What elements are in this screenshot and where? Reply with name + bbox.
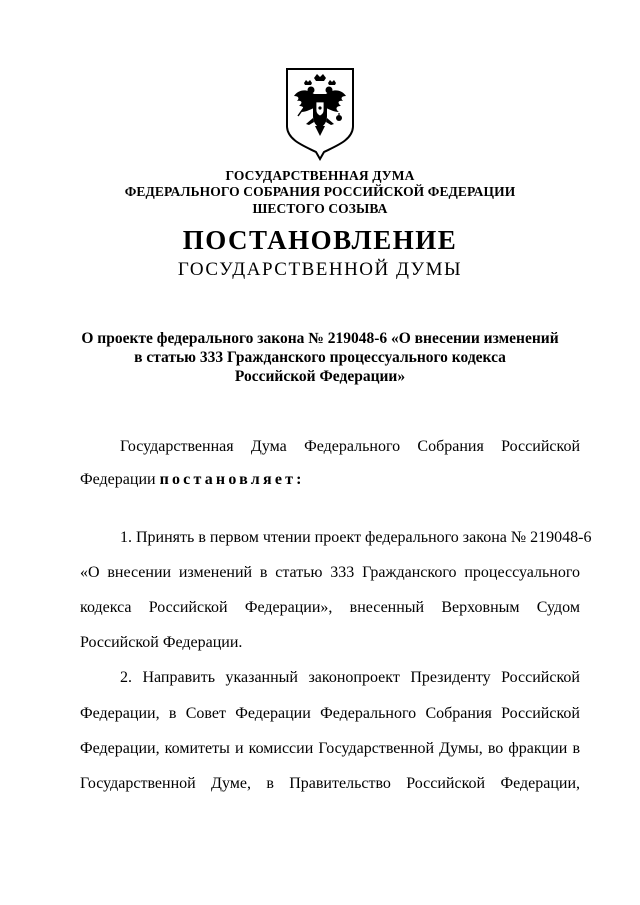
subject-line-1: О проекте федерального закона № 219048-6 «О внесении изменений — [81, 330, 559, 347]
item1-line-4: Российской Федерации. — [80, 634, 243, 651]
subject-line-2: в статью 333 Гражданского процессуального кодекса — [134, 349, 506, 366]
item2-line-2: Федерации, в Совет Федерации Федерального Собрания Российской — [80, 705, 580, 722]
preamble-line-2 — [80, 470, 580, 490]
item2-line-3: Федерации, комитеты и комиссии Государственной Думы, во фракции в — [80, 740, 580, 757]
item2-line-4: Государственной Думе, в Правительство Российской Федерации, — [80, 775, 580, 792]
item1-line-2: «О внесении изменений в статью 333 Гражданского процессуального — [80, 564, 580, 581]
header-line-assembly: ФЕДЕРАЛЬНОГО СОБРАНИЯ РОССИЙСКОЙ ФЕДЕРАЦИИ — [124, 184, 516, 199]
preamble-line-1: Государственная Дума Федерального Собрания Российской — [120, 438, 580, 455]
header-line-duma: ГОСУДАРСТВЕННАЯ ДУМА — [225, 168, 415, 183]
subject-line-3: Российской Федерации» — [234, 368, 406, 385]
item1-line-3: кодекса Российской Федерации», внесенный Верховным Судом — [80, 599, 580, 616]
item1-line-1: 1. Принять в первом чтении проект федерального закона № 219048-6 — [120, 529, 592, 546]
preamble-prefix: Федерации — [80, 471, 160, 488]
resolves-keyword: постановляет: — [159, 471, 305, 488]
document-title: ПОСТАНОВЛЕНИЕ — [182, 225, 458, 255]
coat-of-arms-emblem — [284, 66, 356, 162]
header-line-convocation: ШЕСТОГО СОЗЫВА — [252, 201, 388, 216]
item2-line-1: 2. Направить указанный законопроект Президенту Российской — [120, 669, 580, 686]
document-subtitle: ГОСУДАРСТВЕННОЙ ДУМЫ — [177, 259, 463, 280]
